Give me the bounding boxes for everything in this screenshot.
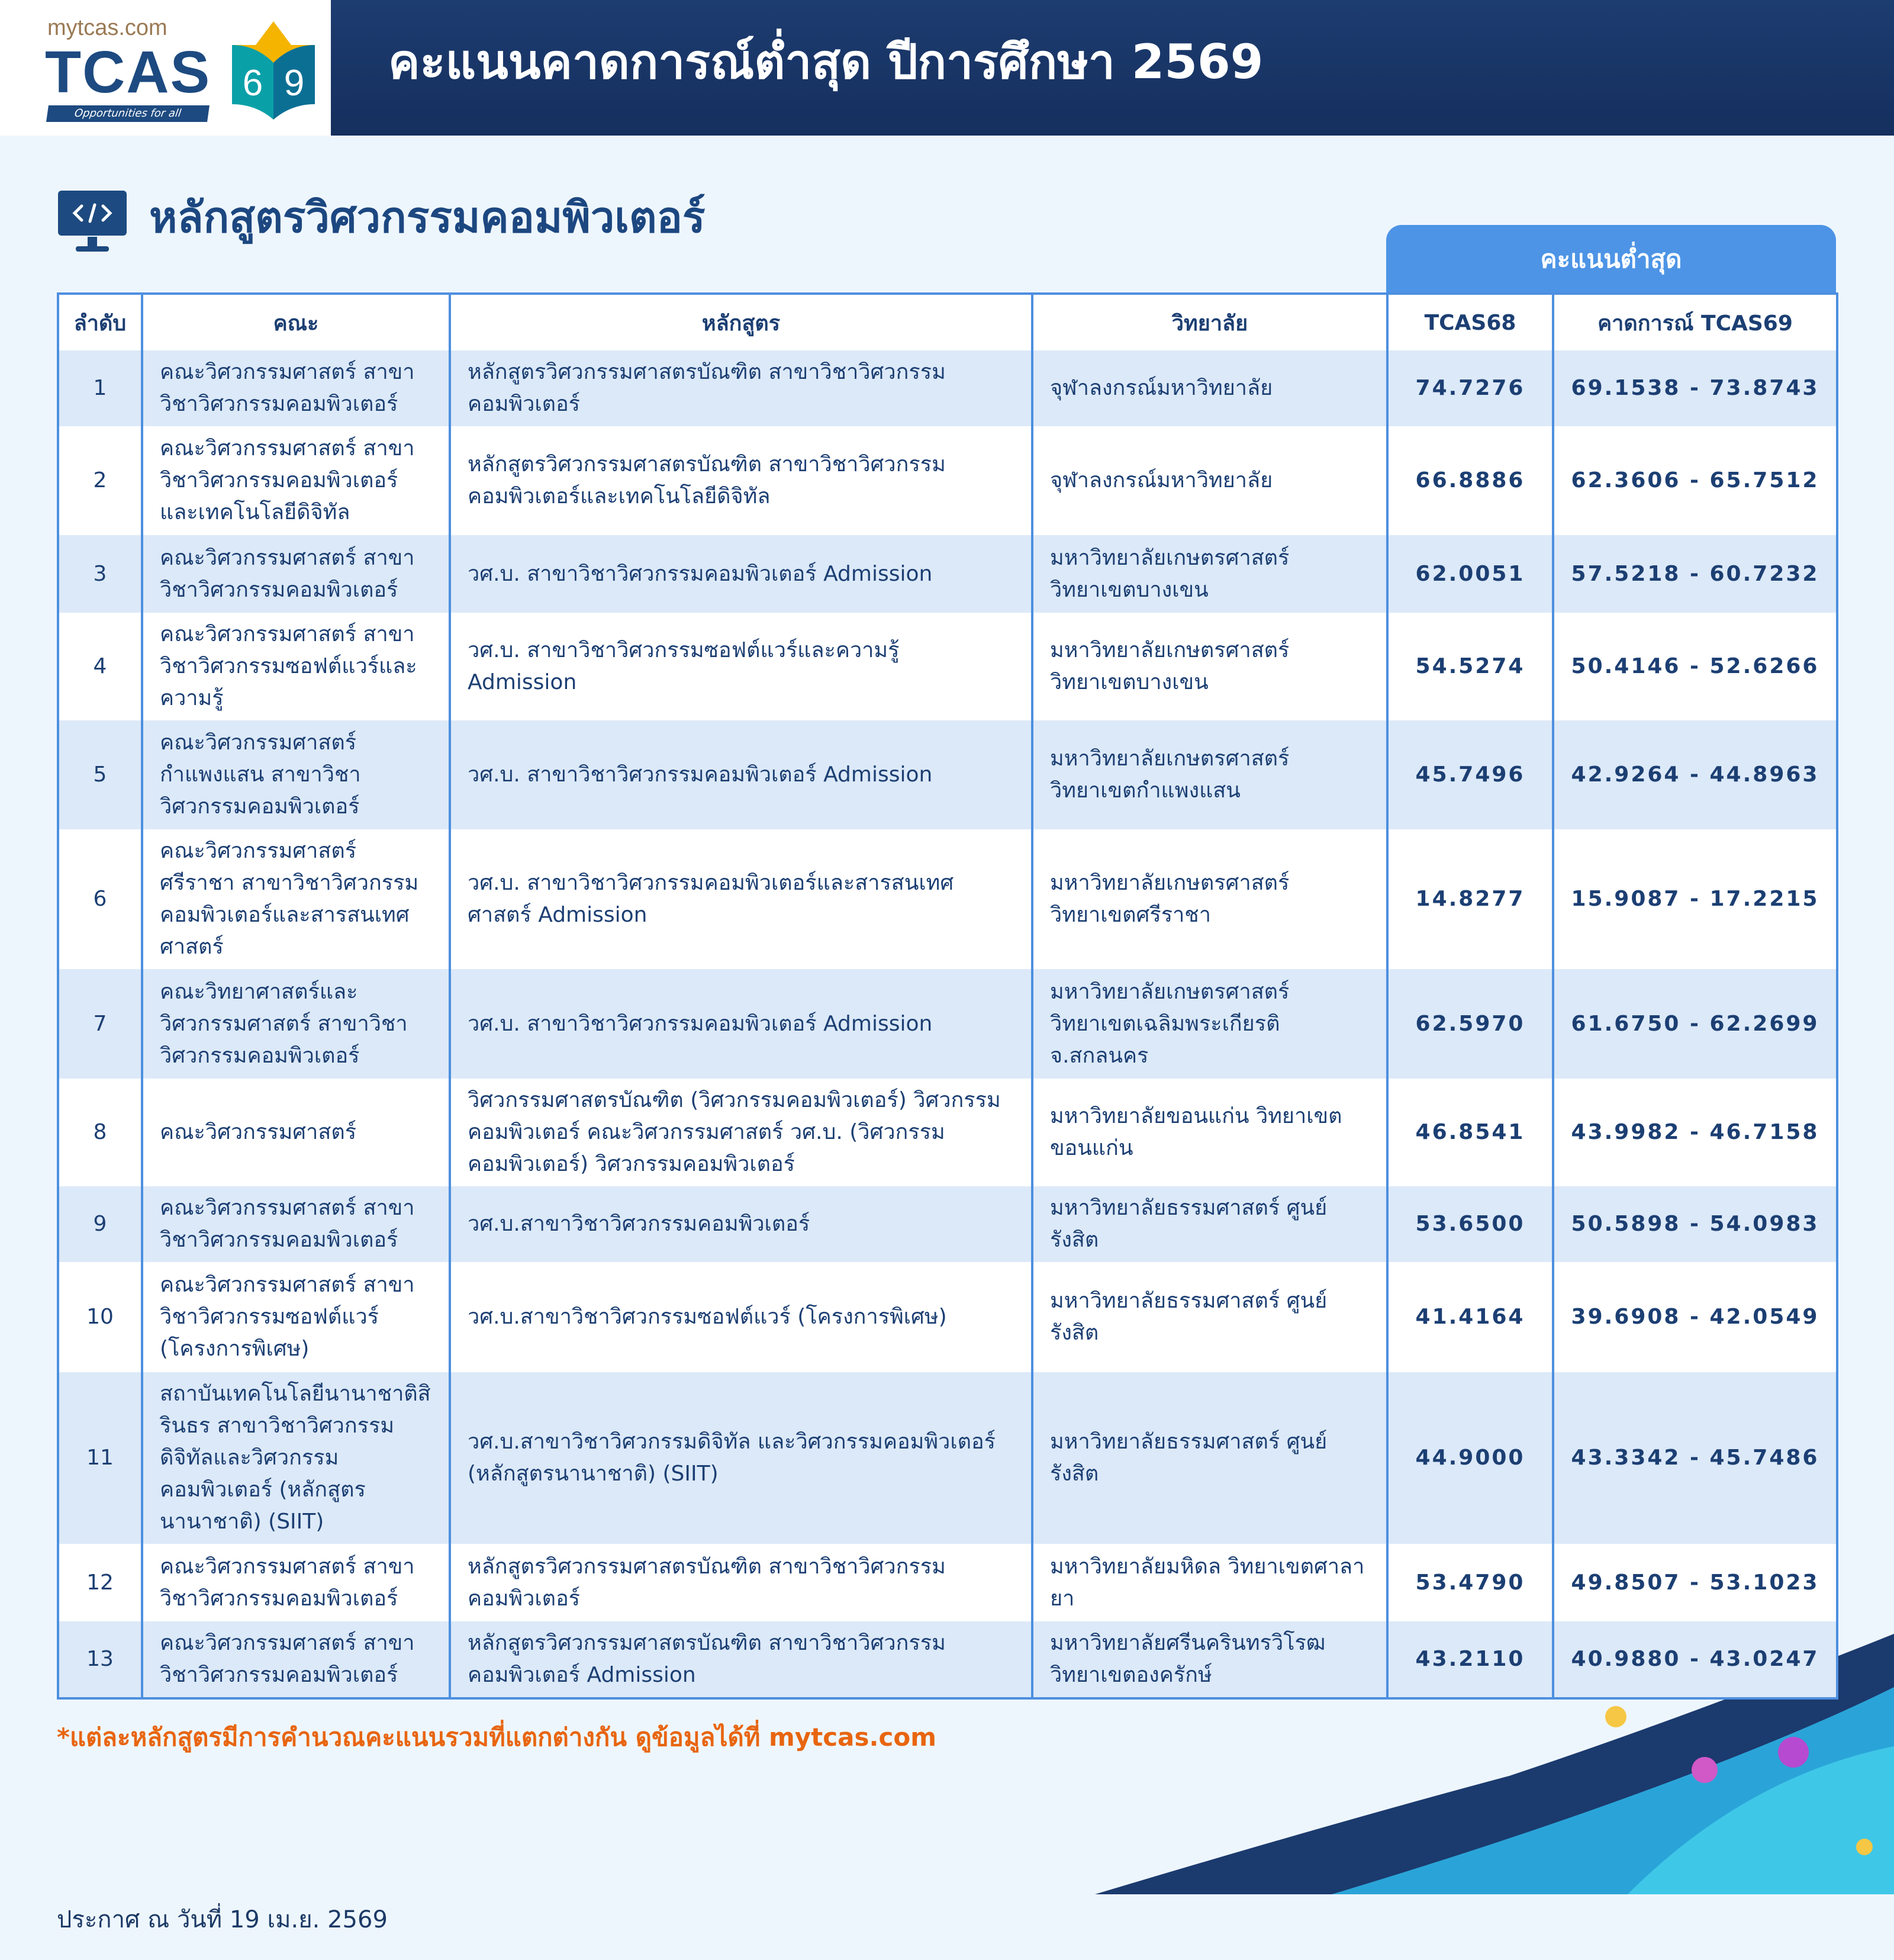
tcas69-range: 43.9982 - 46.7158: [1553, 1079, 1837, 1186]
program-cell: วศ.บ. สาขาวิชาวิศวกรรมคอมพิวเตอร์ Admission: [450, 535, 1032, 613]
faculty-cell: คณะวิศวกรรมศาสตร์ สาขาวิชาวิศวกรรมซอฟต์แวร์และความรู้: [142, 613, 450, 720]
col-university: วิทยาลัย: [1032, 294, 1387, 350]
announce-date: ประกาศ ณ วันที่ 19 เม.ย. 2569: [57, 1906, 388, 1933]
col-program: หลักสูตร: [450, 294, 1032, 350]
faculty-cell: คณะวิศวกรรมศาสตร์ สาขาวิชาวิศวกรรมคอมพิวเตอร์: [142, 1186, 450, 1262]
tcas68-score: 43.2110: [1387, 1621, 1553, 1698]
min-score-group-header: คะแนนต่ำสุด: [1386, 225, 1836, 294]
faculty-cell: คณะวิทยาศาสตร์และวิศวกรรมศาสตร์ สาขาวิชาวิศวกรรมคอมพิวเตอร์: [142, 969, 450, 1079]
table-row: [58, 535, 1837, 613]
table-row: [58, 1621, 1837, 1698]
faculty-cell: คณะวิศวกรรมศาสตร์ ศรีราชา สาขาวิชาวิศวกรรมคอมพิวเตอร์และสารสนเทศศาสตร์: [142, 829, 450, 969]
university-cell: มหาวิทยาลัยธรรมศาสตร์ ศูนย์รังสิต: [1032, 1186, 1387, 1262]
content-flow: [57, 292, 1836, 1960]
row-number: 4: [58, 613, 142, 720]
program-cell: หลักสูตรวิศวกรรมศาสตรบัณฑิต สาขาวิชาวิศวกรรมคอมพิวเตอร์และเทคโนโลยีดิจิทัล: [450, 426, 1032, 535]
tcas68-score: 66.8886: [1387, 426, 1553, 535]
svg-text:6: 6: [242, 63, 263, 104]
tcas69-range: 62.3606 - 65.7512: [1553, 426, 1837, 535]
row-number: 10: [58, 1262, 142, 1372]
row-number: 2: [58, 426, 142, 535]
tcas69-range: 57.5218 - 60.7232: [1553, 535, 1837, 613]
tcas68-score: 74.7276: [1387, 350, 1553, 426]
tcas68-score: 54.5274: [1387, 613, 1553, 720]
table-row: [58, 1186, 1837, 1262]
faculty-cell: คณะวิศวกรรมศาสตร์กำแพงแสน สาขาวิชาวิศวกรรมคอมพิวเตอร์: [142, 720, 450, 829]
col-tcas69: คาดการณ์ TCAS69: [1553, 294, 1837, 350]
book-69-icon: [232, 21, 315, 120]
col-no: ลำดับ: [58, 294, 142, 350]
program-cell: วศ.บ. สาขาวิชาวิศวกรรมคอมพิวเตอร์และสารสนเทศศาสตร์ Admission: [450, 829, 1032, 969]
score-table: [57, 292, 1838, 1700]
tcas68-score: 53.4790: [1387, 1544, 1553, 1621]
university-cell: มหาวิทยาลัยเกษตรศาสตร์ วิทยาเขตบางเขน: [1032, 535, 1387, 613]
computer-code-icon: [58, 191, 127, 252]
program-cell: วศ.บ.สาขาวิชาวิศวกรรมดิจิทัล และวิศวกรรมคอมพิวเตอร์ (หลักสูตรนานาชาติ) (SIIT): [450, 1372, 1032, 1544]
program-cell: วศ.บ. สาขาวิชาวิศวกรรมคอมพิวเตอร์ Admission: [450, 720, 1032, 829]
tcas69-range: 61.6750 - 62.2699: [1553, 969, 1837, 1079]
row-number: 5: [58, 720, 142, 829]
university-cell: มหาวิทยาลัยขอนแก่น วิทยาเขตขอนแก่น: [1032, 1079, 1387, 1186]
faculty-cell: คณะวิศวกรรมศาสตร์ สาขาวิชาวิศวกรรมซอฟต์แวร์ (โครงการพิเศษ): [142, 1262, 450, 1372]
table-row: [58, 1079, 1837, 1186]
tcas69-range: 50.5898 - 54.0983: [1553, 1186, 1837, 1262]
university-cell: มหาวิทยาลัยศรีนครินทรวิโรฒ วิทยาเขตองครักษ์: [1032, 1621, 1387, 1698]
program-cell: หลักสูตรวิศวกรรมศาสตรบัณฑิต สาขาวิชาวิศวกรรมคอมพิวเตอร์: [450, 1544, 1032, 1621]
page-title: คะแนนคาดการณ์ต่ำสุด ปีการศึกษา 2569: [388, 34, 1264, 89]
faculty-cell: คณะวิศวกรรมศาสตร์ สาขาวิชาวิศวกรรมคอมพิวเตอร์: [142, 1621, 450, 1698]
row-number: 8: [58, 1079, 142, 1186]
university-cell: มหาวิทยาลัยเกษตรศาสตร์ วิทยาเขตเฉลิมพระเกียรติ จ.สกลนคร: [1032, 969, 1387, 1079]
tcas69-range: 42.9264 - 44.8963: [1553, 720, 1837, 829]
university-cell: มหาวิทยาลัยเกษตรศาสตร์ วิทยาเขตกำแพงแสน: [1032, 720, 1387, 829]
row-number: 6: [58, 829, 142, 969]
table-row: [58, 1372, 1837, 1544]
logo-text: TCAS: [45, 39, 211, 105]
faculty-cell: สถาบันเทคโนโลยีนานาชาติสิรินธร สาขาวิชาวิศวกรรมดิจิทัลและวิศวกรรมคอมพิวเตอร์ (หลักสูตรนานาชาติ) (SIIT): [142, 1372, 450, 1544]
col-tcas68: TCAS68: [1387, 294, 1553, 350]
row-number: 1: [58, 350, 142, 426]
table-row: [58, 969, 1837, 1079]
table-row: [58, 829, 1837, 969]
table-header-row: [58, 294, 1837, 350]
table-row: [58, 426, 1837, 535]
tcas68-score: 46.8541: [1387, 1079, 1553, 1186]
row-number: 13: [58, 1621, 142, 1698]
tcas68-score: 14.8277: [1387, 829, 1553, 969]
faculty-cell: คณะวิศวกรรมศาสตร์ สาขาวิชาวิศวกรรมคอมพิวเตอร์: [142, 350, 450, 426]
tcas69-range: 40.9880 - 43.0247: [1553, 1621, 1837, 1698]
university-cell: จุฬาลงกรณ์มหาวิทยาลัย: [1032, 426, 1387, 535]
table-row: [58, 613, 1837, 720]
footnote: *แต่ละหลักสูตรมีการคำนวณคะแนนรวมที่แตกต่างกัน ดูข้อมูลได้ที่ mytcas.com: [57, 1723, 936, 1752]
tcas68-score: 41.4164: [1387, 1262, 1553, 1372]
table-row: [58, 1262, 1837, 1372]
faculty-cell: คณะวิศวกรรมศาสตร์ สาขาวิชาวิศวกรรมคอมพิวเตอร์และเทคโนโลยีดิจิทัล: [142, 426, 450, 535]
faculty-cell: คณะวิศวกรรมศาสตร์ สาขาวิชาวิศวกรรมคอมพิวเตอร์: [142, 535, 450, 613]
university-cell: มหาวิทยาลัยมหิดล วิทยาเขตศาลายา: [1032, 1544, 1387, 1621]
university-cell: จุฬาลงกรณ์มหาวิทยาลัย: [1032, 350, 1387, 426]
row-number: 11: [58, 1372, 142, 1544]
program-cell: วศ.บ.สาขาวิชาวิศวกรรมซอฟต์แวร์ (โครงการพิเศษ): [450, 1262, 1032, 1372]
tcas68-score: 62.0051: [1387, 535, 1553, 613]
faculty-cell: คณะวิศวกรรมศาสตร์: [142, 1079, 450, 1186]
table-row: [58, 350, 1837, 426]
table-row: [58, 1544, 1837, 1621]
program-cell: วศ.บ. สาขาวิชาวิศวกรรมคอมพิวเตอร์ Admission: [450, 969, 1032, 1079]
university-cell: มหาวิทยาลัยเกษตรศาสตร์ วิทยาเขตบางเขน: [1032, 613, 1387, 720]
tcas69-range: 49.8507 - 53.1023: [1553, 1544, 1837, 1621]
tcas69-range: 69.1538 - 73.8743: [1553, 350, 1837, 426]
program-cell: หลักสูตรวิศวกรรมศาสตรบัณฑิต สาขาวิชาวิศวกรรมคอมพิวเตอร์ Admission: [450, 1621, 1032, 1698]
logo-site: mytcas.com: [47, 15, 168, 40]
row-number: 12: [58, 1544, 142, 1621]
tcas68-score: 53.6500: [1387, 1186, 1553, 1262]
row-number: 3: [58, 535, 142, 613]
program-cell: หลักสูตรวิศวกรรมศาสตรบัณฑิต สาขาวิชาวิศวกรรมคอมพิวเตอร์: [450, 350, 1032, 426]
program-cell: วศ.บ. สาขาวิชาวิศวกรรมซอฟต์แวร์และความรู้ Admission: [450, 613, 1032, 720]
faculty-cell: คณะวิศวกรรมศาสตร์ สาขาวิชาวิศวกรรมคอมพิวเตอร์: [142, 1544, 450, 1621]
tcas69-range: 39.6908 - 42.0549: [1553, 1262, 1837, 1372]
university-cell: มหาวิทยาลัยธรรมศาสตร์ ศูนย์รังสิต: [1032, 1372, 1387, 1544]
header: [0, 0, 1894, 136]
table-row: [58, 720, 1837, 829]
tcas-logo: [0, 0, 331, 136]
col-faculty: คณะ: [142, 294, 450, 350]
svg-text:9: 9: [284, 63, 305, 104]
program-cell: วศ.บ.สาขาวิชาวิศวกรรมคอมพิวเตอร์: [450, 1186, 1032, 1262]
university-cell: มหาวิทยาลัยธรรมศาสตร์ ศูนย์รังสิต: [1032, 1262, 1387, 1372]
row-number: 9: [58, 1186, 142, 1262]
logo-tagline: Opportunities for all: [46, 105, 210, 122]
tcas69-range: 43.3342 - 45.7486: [1553, 1372, 1837, 1544]
program-cell: วิศวกรรมศาสตรบัณฑิต (วิศวกรรมคอมพิวเตอร์) วิศวกรรมคอมพิวเตอร์ คณะวิศวกรรมศาสตร์ วศ.บ. (วิศวกรรมคอมพิวเตอร์) วิศวกรรมคอมพิวเตอร์: [450, 1079, 1032, 1186]
row-number: 7: [58, 969, 142, 1079]
tcas68-score: 62.5970: [1387, 969, 1553, 1079]
tcas68-score: 44.9000: [1387, 1372, 1553, 1544]
tcas69-range: 15.9087 - 17.2215: [1553, 829, 1837, 969]
section-title: หลักสูตรวิศวกรรมคอมพิวเตอร์: [149, 192, 706, 242]
tcas69-range: 50.4146 - 52.6266: [1553, 613, 1837, 720]
university-cell: มหาวิทยาลัยเกษตรศาสตร์ วิทยาเขตศรีราชา: [1032, 829, 1387, 969]
tcas68-score: 45.7496: [1387, 720, 1553, 829]
